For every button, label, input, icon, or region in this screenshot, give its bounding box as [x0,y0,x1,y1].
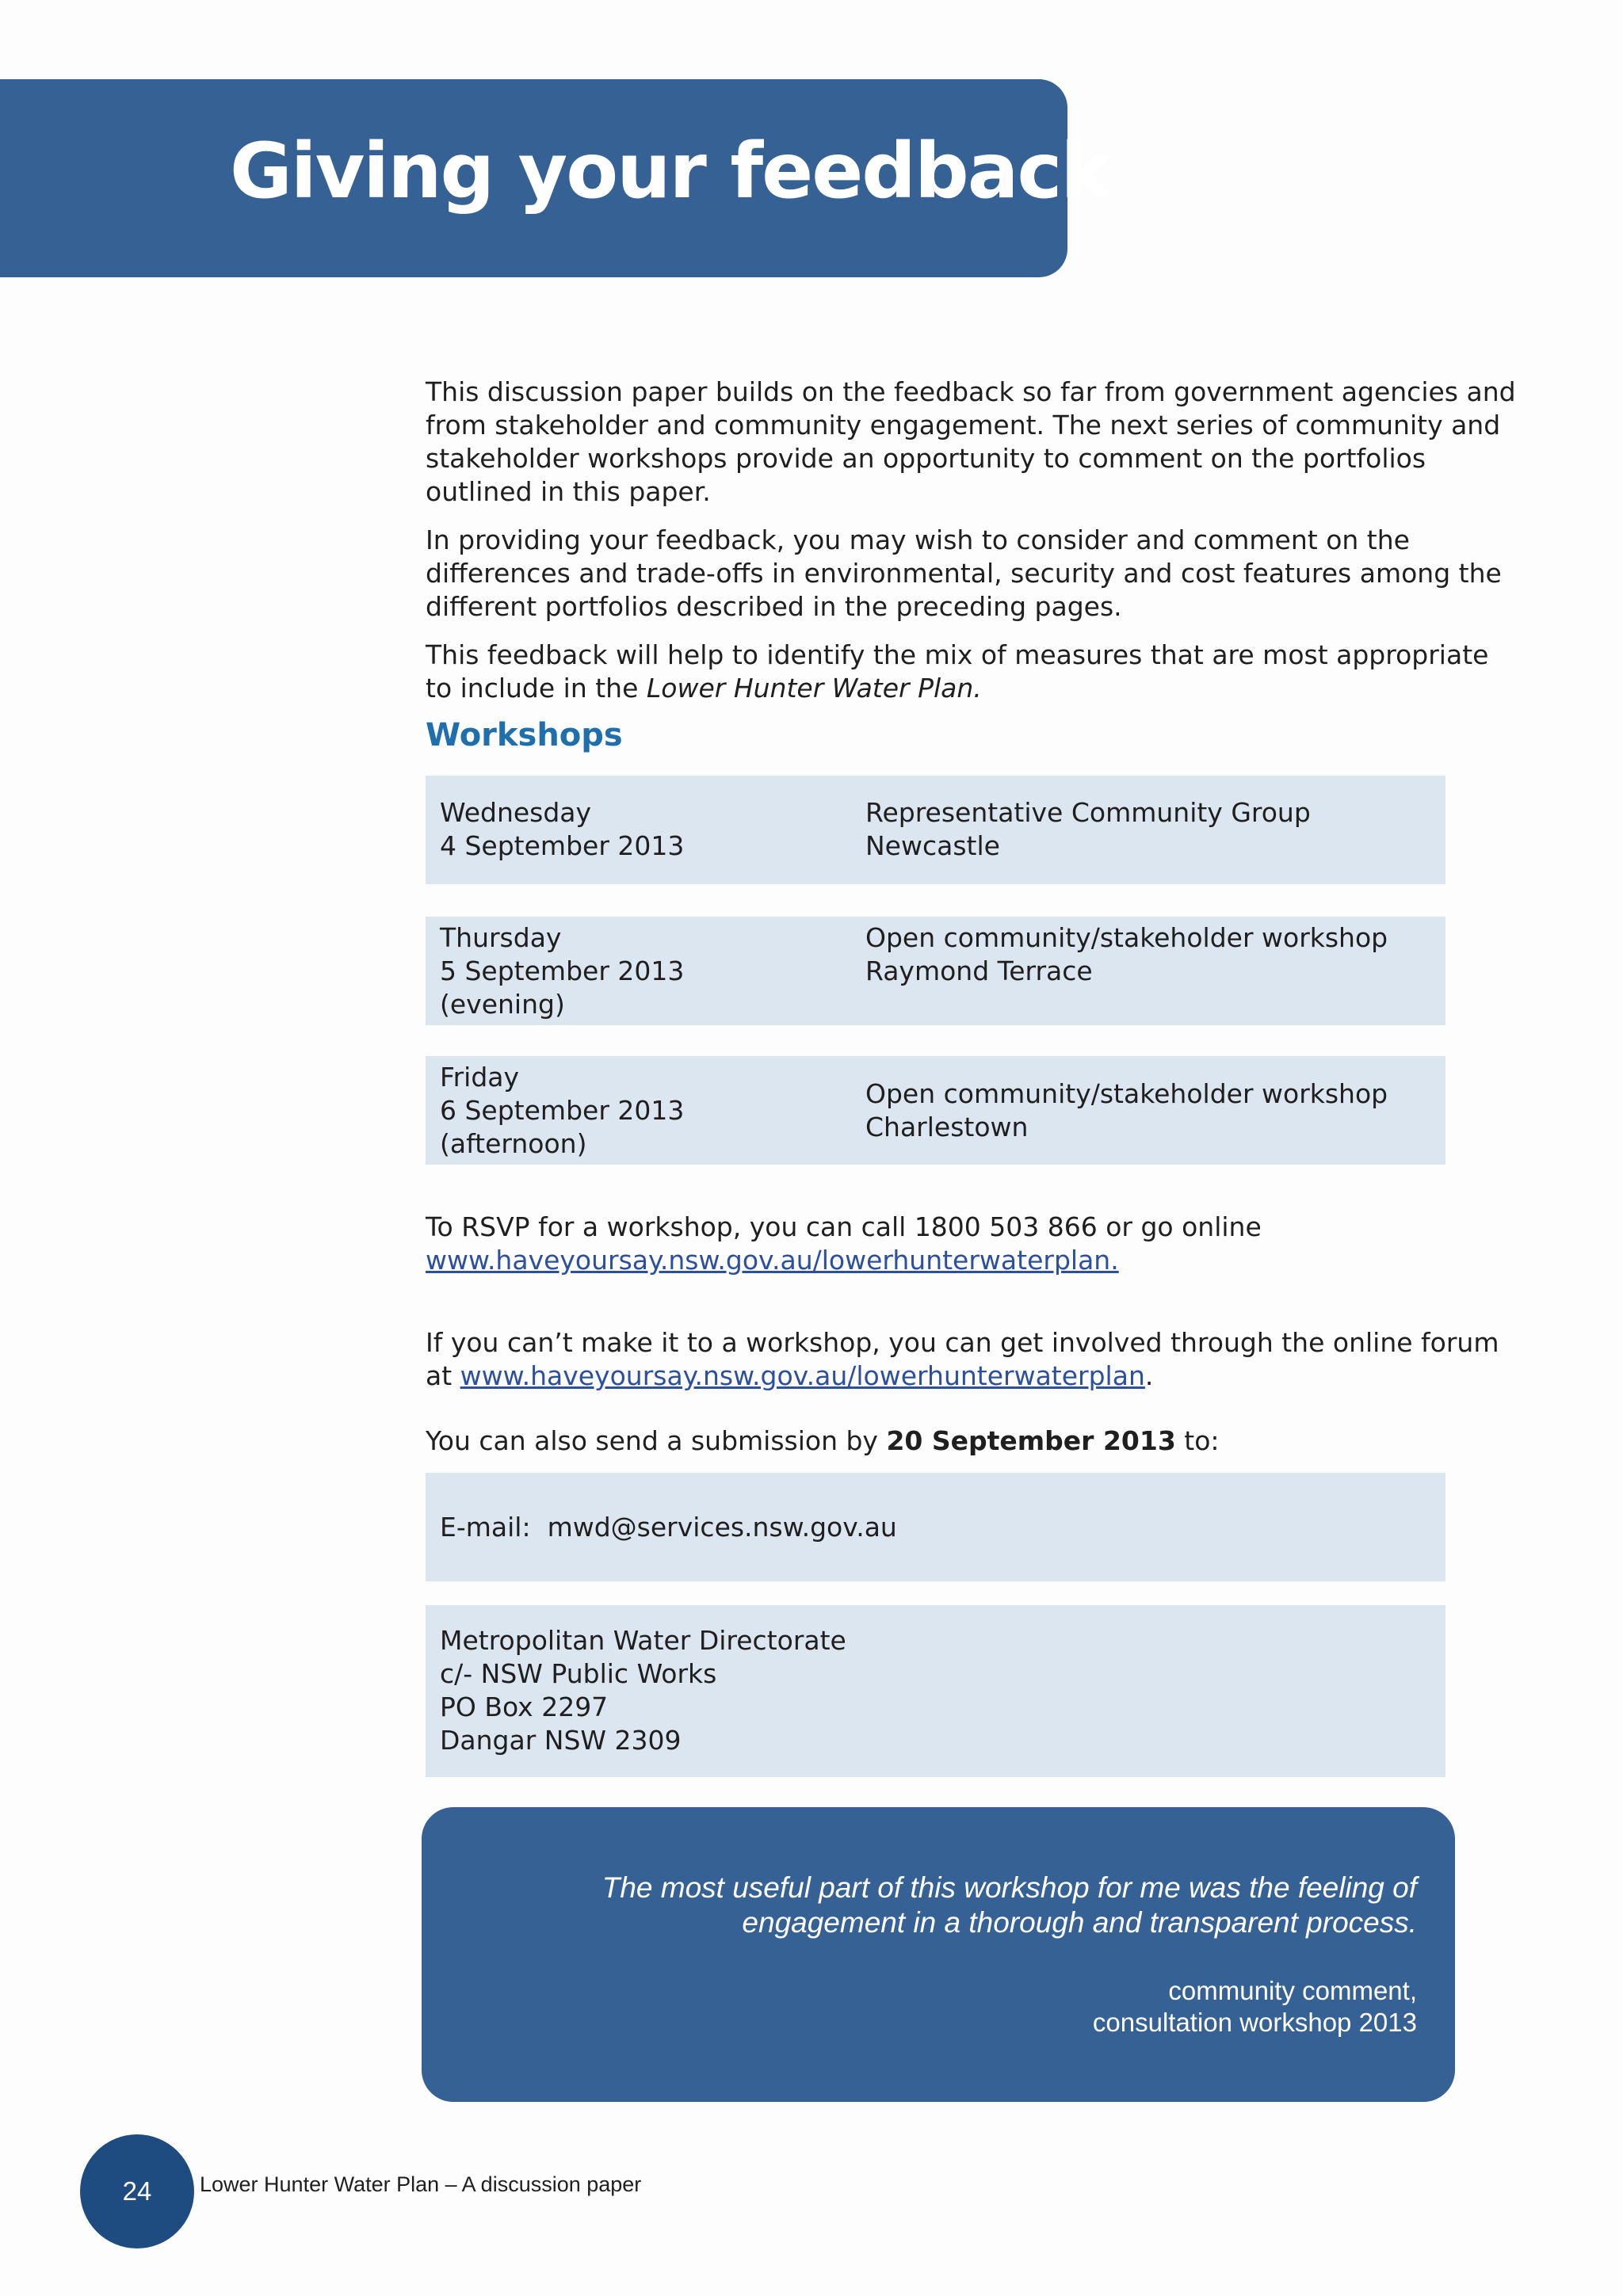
attribution-line-2: consultation workshop 2013 [1092,2008,1417,2037]
forum-text: If you can’t make it to a workshop, you can get involved through the online forum [426,1327,1499,1358]
workshop-details [865,1077,1388,1144]
submission-deadline: 20 September 2013 [886,1425,1176,1456]
page-number: 24 [122,2176,152,2206]
workshop-details [865,796,1311,863]
rsvp-link[interactable]: www.haveyoursay.nsw.gov.au/lowerhunterwaterplan. [426,1245,1119,1276]
intro-p2-line-1: In providing your feedback, you may wish to consider and comment on the [426,524,1410,555]
intro-paragraph-2 [426,524,1502,624]
testimonial-quote [466,1871,1417,1940]
intro-p1-line-1: This discussion paper builds on the feedback so far from government agencies and [426,376,1516,407]
workshop-time: (afternoon) [440,1128,587,1159]
rsvp-text: To RSVP for a workshop, you can call 1800 503 866 or go online [426,1211,1262,1242]
email-address[interactable]: mwd@services.nsw.gov.au [547,1512,897,1543]
address-line: Metropolitan Water Directorate [440,1625,846,1656]
workshop-type: Representative Community Group [865,797,1311,828]
workshop-day: Thursday [440,922,562,953]
intro-p3-line-2 [426,672,1448,705]
workshop-details [865,921,1388,988]
workshop-date-text: 4 September 2013 [440,830,685,861]
workshop-location: Newcastle [865,830,1000,861]
submission-suffix: to: [1175,1425,1220,1456]
intro-p2-line-3: different portfolios described in the preceding pages. [426,591,1122,622]
address-panel [426,1605,1445,1777]
submission-line [426,1425,1448,1458]
workshop-date-text: 5 September 2013 [440,955,685,986]
workshop-date [440,1061,684,1161]
workshop-type: Open community/stakeholder workshop [865,1078,1388,1109]
intro-paragraph-3 [426,639,1489,705]
workshop-location: Charlestown [865,1112,1029,1142]
workshop-day: Friday [440,1062,520,1093]
workshop-date-text: 6 September 2013 [440,1095,685,1126]
rsvp-paragraph [426,1211,1448,1277]
workshop-day: Wednesday [440,797,592,828]
intro-paragraph-1 [426,376,1516,509]
rsvp-link-line [426,1244,1448,1277]
workshop-row [426,917,1445,1025]
page-number-badge [80,2134,194,2248]
quote-line-1: The most useful part of this workshop for me was the feeling of [601,1871,1417,1904]
forum-prefix: at [426,1360,460,1391]
forum-suffix: . [1144,1360,1154,1391]
email-row [440,1511,897,1544]
address-line: c/- NSW Public Works [440,1658,717,1689]
workshop-row [426,1056,1445,1165]
footer-document-title: Lower Hunter Water Plan – A discussion paper [200,2172,642,2196]
workshop-date [440,796,684,863]
testimonial-attribution [862,1975,1417,2039]
attribution-line-1: community comment, [1168,1976,1417,2005]
address-line: PO Box 2297 [440,1691,609,1722]
workshop-type: Open community/stakeholder workshop [865,922,1388,953]
intro-p2-line-2: differences and trade-offs in environmental, security and cost features among the [426,558,1502,589]
intro-p3-prefix: to include in the [426,673,647,704]
postal-address [440,1624,846,1757]
email-line [440,1511,897,1544]
forum-link-line [426,1360,1448,1393]
workshop-location: Raymond Terrace [865,955,1093,986]
testimonial-box [422,1807,1455,2102]
forum-paragraph [426,1326,1499,1393]
submission-paragraph [426,1425,1448,1458]
intro-p1-line-4: outlined in this paper. [426,476,711,507]
plan-name-italic: Lower Hunter Water Plan. [646,673,982,704]
workshop-date [440,921,684,1021]
submission-prefix: You can also send a submission by [426,1425,887,1456]
forum-link[interactable]: www.haveyoursay.nsw.gov.au/lowerhunterwaterplan [460,1360,1145,1391]
address-line: Dangar NSW 2309 [440,1725,682,1756]
email-label: E-mail: [440,1512,531,1543]
workshop-row [426,776,1445,884]
intro-p3-line-1: This feedback will help to identify the mix of measures that are most appropriate [426,639,1489,670]
email-panel [426,1473,1445,1581]
quote-line-2: engagement in a thorough and transparent process. [742,1906,1417,1939]
intro-p1-line-2: from stakeholder and community engagement. The next series of community and [426,410,1501,441]
workshops-heading: Workshops [426,717,623,753]
workshop-time: (evening) [440,989,565,1020]
intro-p1-line-3: stakeholder workshops provide an opportunity to comment on the portfolios [426,443,1426,474]
page-title: Giving your feedback [230,127,1110,215]
